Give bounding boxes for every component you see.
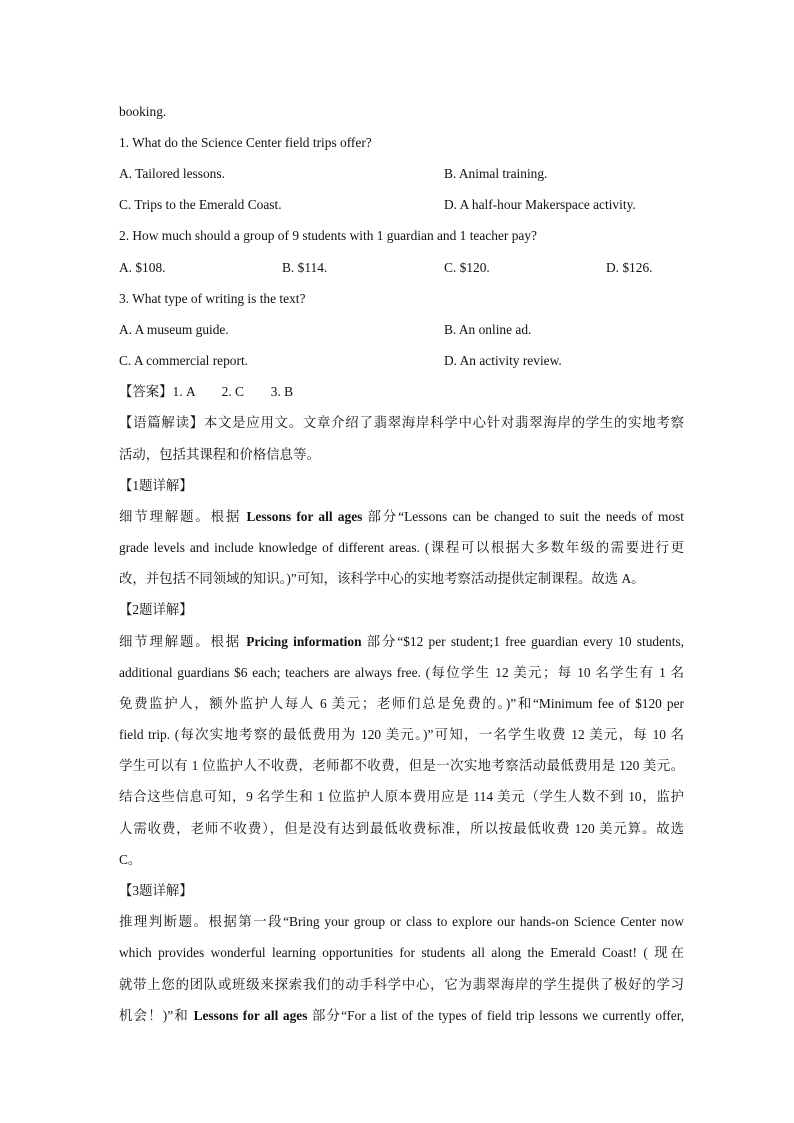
intro-line-2: 活动，包括其课程和价格信息等。 <box>119 447 320 462</box>
question-2-stem: 2. How much should a group of 9 students with 1 guardian and 1 teacher pay? <box>119 228 537 243</box>
q2-explanation-heading: 【2题详解】 <box>119 602 193 617</box>
q3-option-b: B. An online ad. <box>444 322 532 337</box>
q2-explanation-line-3: 免费监护人，额外监护人每人 6 美元；老师们总是免费的。)”和“Minimum fee of $120 per <box>119 696 684 711</box>
q3-explanation-line-4: 机会！)”和 Lessons for all ages 部分“For a list of the types of field trip lessons we currently offer, <box>119 1008 684 1023</box>
q2-explanation-line-6: 结合这些信息可知，9 名学生和 1 位监护人原本费用应是 114 美元（学生人数不到 10，监护 <box>119 789 684 804</box>
answer-line: 【答案】1. A 2. C 3. B <box>119 384 294 399</box>
q1-option-a: A. Tailored lessons. <box>119 166 225 181</box>
q3-explanation-line-1: 推理判断题。根据第一段“Bring your group or class to explore our hands-on Science Center now <box>119 914 684 929</box>
q3-option-d: D. An activity review. <box>444 353 562 368</box>
q2-explanation-line-5: 学生可以有 1 位监护人不收费，老师都不收费，但是一次实地考察活动最低费用是 120 美元。 <box>119 758 684 773</box>
q3-option-c: C. A commercial report. <box>119 353 249 368</box>
q2-explanation-line-4: field trip. (每次实地考察的最低费用为 120 美元。)”可知，一名学生收费 12 美元，每 10 名 <box>119 727 684 742</box>
q2-explanation-line-1: 细节理解题。根据 Pricing information 部分“$12 per student;1 free guardian every 10 students, <box>119 634 684 649</box>
question-3-stem: 3. What type of writing is the text? <box>119 291 306 306</box>
q1-option-b: B. Animal training. <box>444 166 548 181</box>
q3-explanation-line-2: which provides wonderful learning opportunities for students all along the Emerald Coast! ( 现在 <box>119 945 684 960</box>
passage-tail: booking. <box>119 104 167 119</box>
q3-option-a: A. A museum guide. <box>119 322 229 337</box>
q1-explanation-line-3: 改，并包括不同领域的知识。)”可知，该科学中心的实地考察活动提供定制课程。故选 A。 <box>119 571 645 586</box>
q2-explanation-line-7: 人需收费，老师不收费），但是没有达到最低收费标准，所以按最低收费 120 美元算。故选 <box>119 821 684 836</box>
q2-option-b: B. $114. <box>282 260 328 275</box>
q1-option-c: C. Trips to the Emerald Coast. <box>119 197 282 212</box>
q3-bold-section-name: Lessons for all ages <box>193 1008 308 1023</box>
question-1-stem: 1. What do the Science Center field trips offer? <box>119 135 372 150</box>
q1-explanation-heading: 【1题详解】 <box>119 478 193 493</box>
q2-bold-section-name: Pricing information <box>246 634 362 649</box>
q1-option-d: D. A half-hour Makerspace activity. <box>444 197 636 212</box>
q2-explanation-line-2: additional guardians $6 each; teachers are always free. (每位学生 12 美元；每 10 名学生有 1 名 <box>119 665 684 680</box>
q1-explanation-line-2: grade levels and include knowledge of different areas. (课程可以根据大多数年级的需要进行更 <box>119 540 684 555</box>
q2-option-a: A. $108. <box>119 260 166 275</box>
q1-bold-section-name: Lessons for all ages <box>246 509 363 524</box>
q3-explanation-line-3: 就带上您的团队或班级来探索我们的动手科学中心，它为翡翠海岸的学生提供了极好的学习 <box>119 977 684 992</box>
q2-explanation-line-8: C。 <box>119 852 142 867</box>
q3-explanation-heading: 【3题详解】 <box>119 883 193 898</box>
q1-explanation-line-1: 细节理解题。根据 Lessons for all ages 部分“Lessons can be changed to suit the needs of most <box>119 509 684 524</box>
intro-line-1: 【语篇解读】本文是应用文。文章介绍了翡翠海岸科学中心针对翡翠海岸的学生的实地考察 <box>119 415 684 430</box>
q2-option-d: D. $126. <box>606 260 653 275</box>
q2-option-c: C. $120. <box>444 260 490 275</box>
